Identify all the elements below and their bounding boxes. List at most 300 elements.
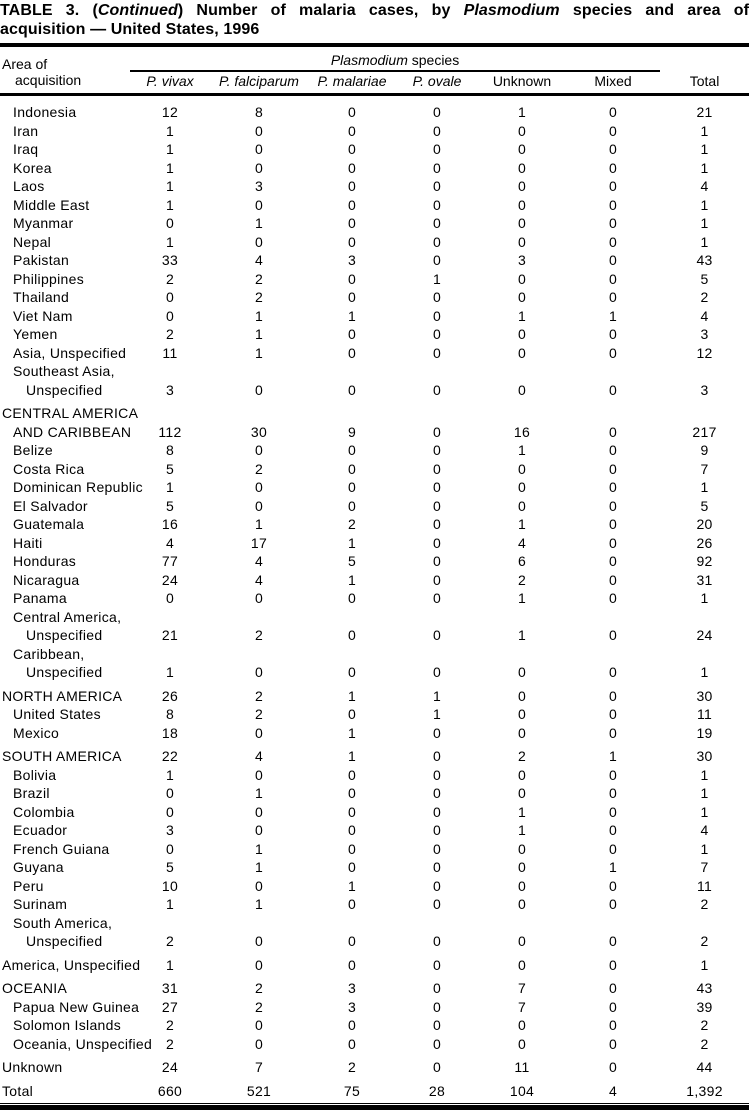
cell-value: 1 xyxy=(165,664,175,680)
cell-value: 0 xyxy=(165,289,175,305)
cell-value: 0 xyxy=(432,442,442,458)
cell-value: 0 xyxy=(432,497,442,514)
cell-value: 217 xyxy=(692,423,717,440)
cell-value xyxy=(396,914,478,933)
cell-value xyxy=(566,362,660,381)
cell-value: 0 xyxy=(608,326,618,342)
row-label: Colombia xyxy=(13,803,75,820)
cell-value: 0 xyxy=(608,479,618,495)
header-group-row xyxy=(0,53,749,71)
cell-value: 0 xyxy=(432,785,442,801)
table-row xyxy=(0,552,749,571)
cell-value: 2 xyxy=(700,1017,709,1033)
row-label: NORTH AMERICA xyxy=(2,687,123,704)
cell-value: 1 xyxy=(700,215,709,231)
cell-value: 1 xyxy=(165,233,175,250)
table-row xyxy=(0,399,749,423)
cell-value: 0 xyxy=(347,956,357,973)
cell-value: 4 xyxy=(517,534,527,551)
cell-value: 0 xyxy=(608,956,618,973)
cell-value: 27 xyxy=(161,998,179,1015)
cell-value xyxy=(210,399,308,423)
cell-value: 0 xyxy=(517,933,527,949)
row-label: Unspecified xyxy=(26,627,103,643)
cell-value: 2 xyxy=(254,998,264,1015)
cell-value: 2 xyxy=(700,1035,709,1052)
cell-value: 1 xyxy=(517,307,527,324)
cell-value: 0 xyxy=(432,233,442,250)
table-header xyxy=(0,53,749,95)
row-label: Nepal xyxy=(13,233,52,250)
cell-value: 0 xyxy=(347,141,357,157)
cell-value: 0 xyxy=(254,196,264,213)
cell-value: 1 xyxy=(347,748,357,764)
table-row xyxy=(0,1035,749,1054)
cell-value: 0 xyxy=(347,627,357,643)
cell-value: 0 xyxy=(347,122,357,139)
cell-value: 0 xyxy=(517,497,527,514)
cell-value: 0 xyxy=(608,516,618,532)
cell-value: 0 xyxy=(347,289,357,305)
cell-value: 1 xyxy=(517,627,527,643)
cell-value: 0 xyxy=(608,270,618,287)
table-row xyxy=(0,381,749,400)
cell-value: 0 xyxy=(432,859,442,875)
table-row xyxy=(0,1077,749,1101)
row-label: Costa Rica xyxy=(13,460,85,477)
cell-value: 5 xyxy=(165,460,175,477)
cell-value: 0 xyxy=(254,822,264,838)
row-label: Belize xyxy=(13,442,53,458)
cell-value: 12 xyxy=(161,104,179,120)
cell-value: 0 xyxy=(608,344,618,361)
cell-value: 16 xyxy=(161,516,179,532)
cell-value: 1 xyxy=(517,822,527,838)
cell-value: 44 xyxy=(696,1059,713,1075)
row-label: Panama xyxy=(13,590,67,606)
cell-value: 2 xyxy=(165,1017,175,1033)
cell-value: 0 xyxy=(347,442,357,458)
cell-value: 1,392 xyxy=(686,1082,723,1099)
row-label: Unspecified xyxy=(26,933,103,949)
cell-value: 0 xyxy=(517,840,527,857)
cell-value: 33 xyxy=(161,252,179,268)
table-row xyxy=(0,1016,749,1035)
cell-value: 1 xyxy=(254,785,264,801)
cell-value: 4 xyxy=(700,822,709,838)
table-row xyxy=(0,932,749,951)
cell-value: 0 xyxy=(432,766,442,783)
cell-value xyxy=(478,362,566,381)
cell-value xyxy=(660,645,749,664)
cell-value: 0 xyxy=(347,215,357,231)
table-row xyxy=(0,233,749,252)
table-row xyxy=(0,196,749,215)
row-label: CENTRAL AMERICA xyxy=(2,405,139,421)
table-row xyxy=(0,270,749,289)
cell-value xyxy=(396,645,478,664)
cell-value xyxy=(478,608,566,627)
row-label: Pakistan xyxy=(13,252,70,268)
cell-value: 1 xyxy=(700,590,709,606)
cell-value: 0 xyxy=(347,233,357,250)
cell-value: 0 xyxy=(254,159,264,176)
cell-value: 1 xyxy=(700,766,709,783)
cell-value: 92 xyxy=(696,553,713,569)
cell-value: 0 xyxy=(347,840,357,857)
cell-value: 0 xyxy=(608,1059,618,1075)
cell-value: 11 xyxy=(696,706,713,722)
table-row xyxy=(0,742,749,766)
cell-value: 0 xyxy=(347,104,357,120)
cell-value: 18 xyxy=(161,724,179,741)
cell-value: 0 xyxy=(254,141,264,157)
table-row xyxy=(0,441,749,460)
table-row xyxy=(0,998,749,1017)
cell-value: 0 xyxy=(608,497,618,514)
cell-value: 0 xyxy=(517,859,527,875)
cell-value: 0 xyxy=(517,178,527,194)
cell-value: 0 xyxy=(254,479,264,495)
table-row xyxy=(0,858,749,877)
cell-value: 1 xyxy=(517,803,527,820)
cell-value: 8 xyxy=(254,104,264,120)
row-label: Middle East xyxy=(13,196,90,213)
cell-value: 0 xyxy=(347,178,357,194)
cell-value: 1 xyxy=(165,766,175,783)
cell-value: 0 xyxy=(165,590,175,606)
cell-value: 0 xyxy=(254,956,264,973)
table-row xyxy=(0,974,749,998)
table-row xyxy=(0,534,749,553)
malaria-cases-table xyxy=(0,53,749,1100)
cell-value: 0 xyxy=(432,423,442,440)
table-row xyxy=(0,460,749,479)
cell-value: 1 xyxy=(700,803,709,820)
cell-value: 0 xyxy=(432,571,442,588)
cell-value: 0 xyxy=(432,664,442,680)
cell-value xyxy=(130,914,210,933)
row-label: SOUTH AMERICA xyxy=(2,748,122,764)
cell-value: 0 xyxy=(608,460,618,477)
cell-value: 7 xyxy=(517,998,527,1015)
cell-value: 0 xyxy=(254,590,264,606)
cell-value: 0 xyxy=(517,326,527,342)
cell-value: 2 xyxy=(254,980,264,996)
row-label: Solomon Islands xyxy=(13,1017,122,1033)
cell-value: 0 xyxy=(347,896,357,912)
cell-value: 2 xyxy=(165,933,175,949)
cell-value: 7 xyxy=(700,859,709,875)
table-row xyxy=(0,682,749,706)
cell-value: 0 xyxy=(347,803,357,820)
cell-value: 0 xyxy=(347,859,357,875)
cell-value: 4 xyxy=(254,252,264,268)
cell-value: 0 xyxy=(608,803,618,820)
cell-value: 0 xyxy=(432,980,442,996)
cell-value: 3 xyxy=(347,980,357,996)
table-row xyxy=(0,663,749,682)
cell-value: 0 xyxy=(432,344,442,361)
cell-value: 1 xyxy=(700,956,709,973)
cell-value: 0 xyxy=(432,877,442,894)
cell-value: 0 xyxy=(432,289,442,305)
cell-value: 1 xyxy=(254,344,264,361)
column-header-p-ovale: P. ovale xyxy=(396,71,478,95)
row-label: Unspecified xyxy=(26,381,103,398)
cell-value: 0 xyxy=(517,479,527,495)
cell-value: 0 xyxy=(608,442,618,458)
cell-value: 0 xyxy=(608,590,618,606)
cell-value: 0 xyxy=(254,122,264,139)
cell-value xyxy=(478,914,566,933)
cell-value: 3 xyxy=(165,822,175,838)
cell-value: 104 xyxy=(509,1082,535,1099)
row-label: Unspecified xyxy=(26,664,103,680)
cell-value: 31 xyxy=(696,571,713,588)
cell-value: 0 xyxy=(432,1059,442,1075)
cell-value: 0 xyxy=(608,1035,618,1052)
cell-value xyxy=(566,608,660,627)
cell-value xyxy=(478,645,566,664)
title-continued-text: Continued xyxy=(97,2,178,19)
cell-value: 0 xyxy=(517,785,527,801)
table-row xyxy=(0,914,749,933)
cell-value: 5 xyxy=(347,553,357,569)
cell-value: 0 xyxy=(254,877,264,894)
cell-value: 0 xyxy=(432,748,442,764)
cell-value: 0 xyxy=(517,289,527,305)
cell-value: 4 xyxy=(254,571,264,588)
cell-value: 2 xyxy=(700,896,709,912)
cell-value: 0 xyxy=(608,877,618,894)
table-title-line2: acquisition — United States, 1996 xyxy=(0,21,260,38)
cell-value xyxy=(308,608,396,627)
cell-value: 0 xyxy=(608,553,618,569)
cell-value: 0 xyxy=(165,215,175,231)
cell-value xyxy=(210,608,308,627)
cell-value: 0 xyxy=(608,178,618,194)
row-label: Unknown xyxy=(2,1059,63,1075)
cell-value: 2 xyxy=(700,933,709,949)
cell-value: 10 xyxy=(161,877,179,894)
cell-value: 0 xyxy=(608,980,618,996)
cell-value: 1 xyxy=(700,141,709,157)
row-label: Honduras xyxy=(13,553,77,569)
cell-value xyxy=(478,399,566,423)
cell-value: 0 xyxy=(254,724,264,741)
cell-value: 39 xyxy=(696,998,713,1015)
title-rule xyxy=(0,43,749,47)
row-label: Myanmar xyxy=(13,215,74,231)
cell-value: 2 xyxy=(700,289,709,305)
cell-value: 0 xyxy=(432,822,442,838)
cell-value: 1 xyxy=(347,877,357,894)
cell-value: 4 xyxy=(700,178,709,194)
cell-value: 5 xyxy=(700,497,709,514)
cell-value: 1 xyxy=(254,516,264,532)
table-row xyxy=(0,1053,749,1077)
cell-value: 28 xyxy=(428,1082,446,1099)
cell-value: 9 xyxy=(700,442,709,458)
table-row xyxy=(0,344,749,363)
row-label: Peru xyxy=(13,877,44,894)
cell-value: 0 xyxy=(432,326,442,342)
table-row xyxy=(0,122,749,141)
cell-value: 0 xyxy=(517,706,527,722)
cell-value: 0 xyxy=(347,460,357,477)
cell-value: 0 xyxy=(608,252,618,268)
cell-value: 26 xyxy=(161,687,179,704)
table-body xyxy=(0,95,749,1101)
cell-value: 0 xyxy=(432,840,442,857)
cell-value: 24 xyxy=(696,627,713,643)
column-header-p-malariae: P. malariae xyxy=(308,71,396,95)
table-row xyxy=(0,895,749,914)
row-label: Haiti xyxy=(13,534,43,551)
cell-value: 0 xyxy=(254,803,264,820)
cell-value: 0 xyxy=(254,442,264,458)
cell-value: 4 xyxy=(165,534,175,551)
cell-value: 2 xyxy=(254,627,264,643)
table-row xyxy=(0,724,749,743)
cell-value: 1 xyxy=(432,687,442,704)
cell-value xyxy=(396,608,478,627)
cell-value: 0 xyxy=(432,1017,442,1033)
cell-value: 0 xyxy=(517,766,527,783)
cell-value: 2 xyxy=(165,326,175,342)
cell-value: 0 xyxy=(254,1035,264,1052)
cell-value: 0 xyxy=(347,933,357,949)
cell-value xyxy=(210,362,308,381)
table-row xyxy=(0,515,749,534)
cell-value: 0 xyxy=(347,326,357,342)
cell-value: 0 xyxy=(608,840,618,857)
column-header-mixed: Mixed xyxy=(566,71,660,95)
cell-value: 7 xyxy=(700,460,709,477)
table-row xyxy=(0,251,749,270)
cell-value: 4 xyxy=(254,553,264,569)
cell-value: 1 xyxy=(700,664,709,680)
cell-value: 0 xyxy=(608,534,618,551)
table-row xyxy=(0,288,749,307)
table-row xyxy=(0,478,749,497)
table-title xyxy=(0,0,749,39)
cell-value xyxy=(396,362,478,381)
cell-value: 0 xyxy=(517,141,527,157)
table-row xyxy=(0,784,749,803)
cell-value: 4 xyxy=(254,748,264,764)
cell-value: 2 xyxy=(254,706,264,722)
cell-value: 1 xyxy=(608,748,618,764)
cell-value: 0 xyxy=(347,1017,357,1033)
table-row xyxy=(0,159,749,178)
cell-value xyxy=(660,399,749,423)
row-label: AND CARIBBEAN xyxy=(13,423,132,440)
title-text: TABLE 3. ( xyxy=(0,2,98,19)
cell-value: 2 xyxy=(347,1059,357,1075)
row-label: Oceania, Unspecified xyxy=(13,1035,153,1052)
cell-value: 0 xyxy=(517,877,527,894)
table-row xyxy=(0,821,749,840)
cell-value: 1 xyxy=(165,159,175,176)
cell-value xyxy=(308,645,396,664)
cell-value: 0 xyxy=(608,289,618,305)
column-header-unknown: Unknown xyxy=(478,71,566,95)
row-label: Asia, Unspecified xyxy=(13,344,127,361)
cell-value: 20 xyxy=(696,516,713,532)
cell-value: 0 xyxy=(517,1017,527,1033)
cell-value: 1 xyxy=(347,571,357,588)
cell-value: 0 xyxy=(608,122,618,139)
cell-value: 2 xyxy=(347,516,357,532)
table-title-line1 xyxy=(0,1,749,20)
cell-value: 1 xyxy=(254,215,264,231)
cell-value: 6 xyxy=(517,553,527,569)
cell-value: 1 xyxy=(700,479,709,495)
table-bottom-thin-rule xyxy=(0,1103,749,1104)
cell-value: 0 xyxy=(432,553,442,569)
area-of-acquisition-header xyxy=(0,53,130,95)
row-label: South America, xyxy=(13,914,113,931)
table-row xyxy=(0,840,749,859)
row-label: Total xyxy=(2,1082,34,1099)
cell-value: 0 xyxy=(517,344,527,361)
cell-value: 0 xyxy=(608,785,618,801)
cell-value: 12 xyxy=(696,344,713,361)
cell-value: 1 xyxy=(165,178,175,194)
cell-value: 2 xyxy=(254,687,264,704)
row-label: Viet Nam xyxy=(13,307,73,324)
cell-value: 1 xyxy=(254,326,264,342)
cell-value: 5 xyxy=(165,497,175,514)
cell-value: 3 xyxy=(517,252,527,268)
row-label: Indonesia xyxy=(13,104,77,120)
row-label: Brazil xyxy=(13,785,50,801)
cell-value: 0 xyxy=(347,766,357,783)
cell-value: 1 xyxy=(347,534,357,551)
row-label: Laos xyxy=(13,178,45,194)
row-label: OCEANIA xyxy=(2,980,68,996)
cell-value: 0 xyxy=(347,159,357,176)
cell-value xyxy=(130,608,210,627)
cell-value: 0 xyxy=(347,785,357,801)
cell-value: 2 xyxy=(165,1035,175,1052)
cell-value: 0 xyxy=(432,724,442,741)
cell-value: 1 xyxy=(700,233,709,250)
cell-value: 0 xyxy=(347,196,357,213)
cell-value: 0 xyxy=(432,896,442,912)
cell-value: 0 xyxy=(517,896,527,912)
cell-value: 0 xyxy=(517,159,527,176)
cell-value: 0 xyxy=(608,141,618,157)
table-row xyxy=(0,589,749,608)
cell-value: 112 xyxy=(158,423,182,440)
cell-value: 2 xyxy=(517,571,527,588)
cell-value: 1 xyxy=(700,122,709,139)
cell-value: 21 xyxy=(696,104,713,120)
cell-value: 75 xyxy=(343,1082,361,1099)
cell-value: 30 xyxy=(250,423,268,440)
row-label: Mexico xyxy=(13,724,60,741)
row-label: America, Unspecified xyxy=(2,956,141,973)
cell-value: 0 xyxy=(608,724,618,741)
cell-value: 1 xyxy=(517,442,527,458)
title-text: species and area of xyxy=(559,2,749,19)
cell-value: 16 xyxy=(513,423,531,440)
cell-value xyxy=(566,645,660,664)
table-row xyxy=(0,95,749,122)
